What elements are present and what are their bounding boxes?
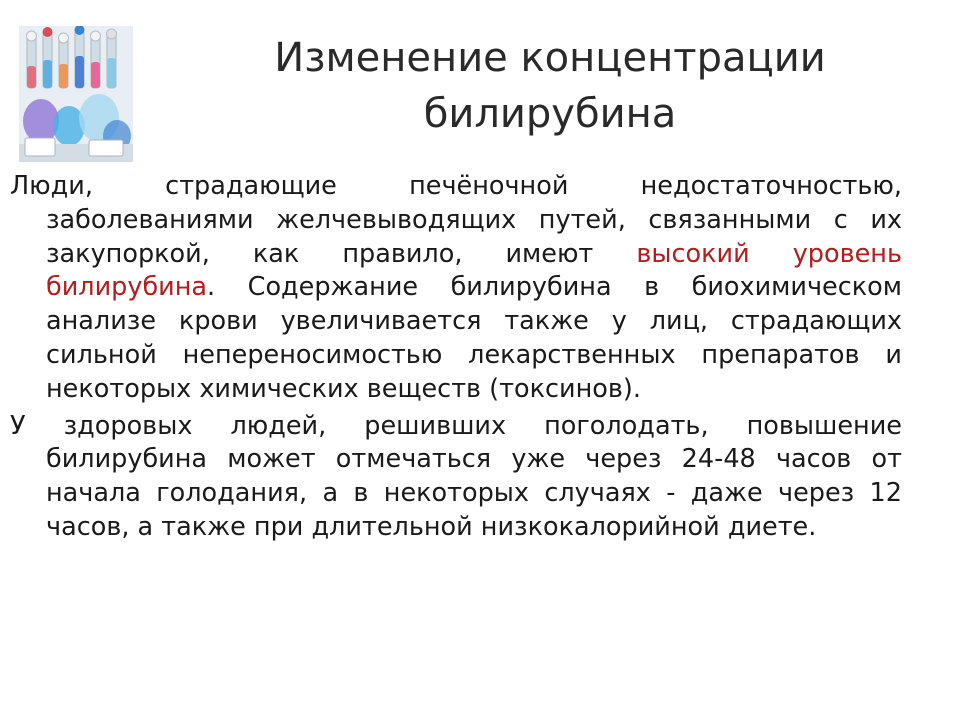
test-tubes-illustration <box>19 26 133 162</box>
paragraph-1 <box>10 170 902 407</box>
lab-test-tubes-image <box>19 26 133 162</box>
slide-title <box>150 30 950 142</box>
paragraph-1-text-end: . Содержание билирубина в биохимическом анализе крови увеличивается также у лиц, страдающих сильной непереносимостью лекарственных препаратов и некоторых химических веществ (токсинов). <box>46 272 902 404</box>
slide-title-line-1: Изменение концентрации <box>274 35 826 81</box>
paragraph-1-text-start: Люди, страдающие печёночной недостаточностью, заболеваниями желчевыводящих путей, связанными с их закупоркой, как правило, имеют <box>10 171 902 269</box>
highlighted-phrase: высокий уровень билирубина <box>46 238 902 303</box>
paragraph-2: У здоровых людей, решивших поголодать, повышение билирубина может отмечаться уже через 24-48 часов от начала голодания, а в некоторых случаях - даже через 12 часов, а также при длительной низкокалорийной диете. <box>10 410 902 542</box>
slide-body <box>10 170 902 548</box>
slide-title-line-2: билирубина <box>423 91 677 137</box>
